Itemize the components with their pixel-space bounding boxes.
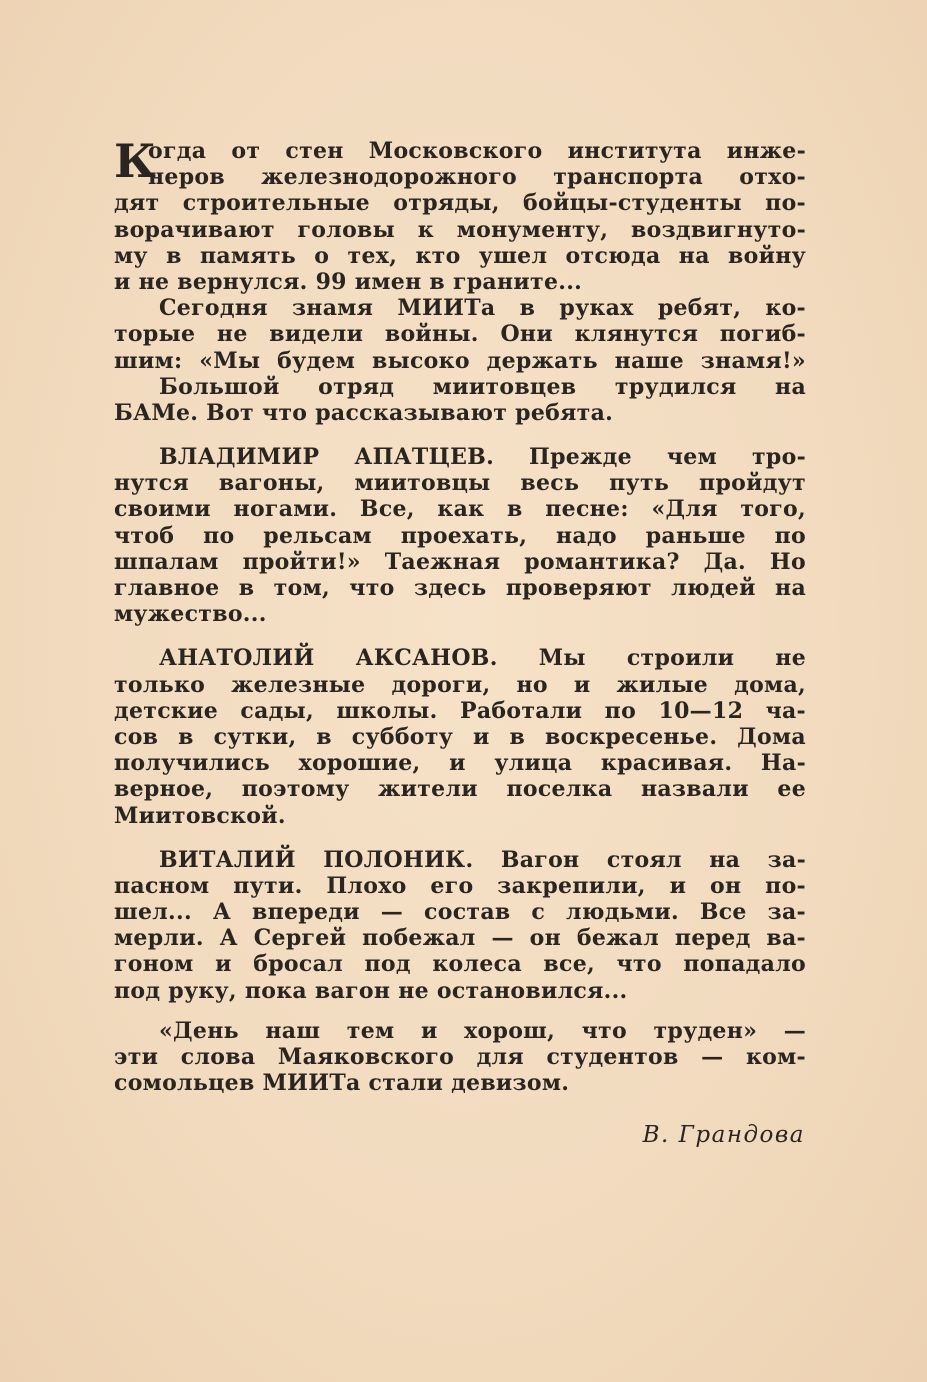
spacer	[114, 627, 806, 645]
text-line: ВЛАДИМИР АПАТЦЕВ. Прежде чем тро-	[159, 444, 806, 471]
text-line: шпалам пройти!» Таежная романтика? Да. Но	[114, 548, 806, 575]
text-line: БАМе. Вот что рассказывают ребята.	[114, 399, 614, 426]
text-line: неров железнодорожного транспорта отхо-	[148, 164, 806, 191]
text-line: дят строительные отряды, бойцы-студенты по-	[114, 190, 806, 217]
text-line: сомольцев МИИТа стали девизом.	[114, 1070, 570, 1097]
text-line: ВИТАЛИЙ ПОЛОНИК. Вагон стоял на за-	[159, 846, 806, 873]
text-line: верное, поэтому жители поселка назвали ее	[114, 776, 806, 803]
article-text	[114, 134, 806, 1097]
paragraph-intro	[114, 134, 806, 295]
author-signature: В. Грандова	[642, 1122, 805, 1148]
paragraph-apattsev	[114, 444, 806, 627]
text-line: только железные дороги, но и жилые дома,	[114, 671, 806, 698]
text-line: шел... А впереди — состав с людьми. Все за-	[114, 899, 806, 926]
text-line: АНАТОЛИЙ АКСАНОВ. Мы строили не	[159, 645, 806, 672]
paragraph-polonik	[114, 847, 806, 1004]
text-line: под руку, пока вагон не остановился...	[114, 977, 628, 1004]
text-line: своими ногами. Все, как в песне: «Для того,	[114, 496, 806, 523]
text-line: пасном пути. Плохо его закрепили, и он по-	[114, 872, 806, 899]
text-line: сов в сутки, в субботу и в воскресенье. Дома	[114, 723, 806, 750]
text-line: шим: «Мы будем высоко держать наше знамя!»	[114, 347, 806, 374]
paragraph-detachment	[114, 374, 806, 426]
text-line: нутся вагоны, миитовцы весь путь пройдут	[114, 470, 806, 497]
drop-cap: К	[114, 134, 157, 188]
text-line: Сегодня знамя МИИТа в руках ребят, ко-	[159, 295, 806, 322]
text-line: эти слова Маяковского для студентов — ком-	[114, 1044, 806, 1070]
text-line: мерли. А Сергей побежал — он бежал перед ва-	[114, 925, 806, 952]
text-line: чтоб по рельсам проехать, надо раньше по	[114, 522, 806, 549]
text-line: мужество...	[114, 601, 267, 628]
text-line: му в память о тех, кто ушел отсюда на войну	[114, 242, 806, 269]
paragraph-aksanov	[114, 645, 806, 828]
paragraph-banner	[114, 295, 806, 374]
text-line: детские сады, школы. Работали по 10—12 ча-	[114, 697, 806, 724]
text-line: главное в том, что здесь проверяют людей на	[114, 575, 806, 601]
text-line: Большой отряд миитовцев трудился на	[159, 373, 806, 400]
text-line: торые не видели войны. Они клянутся погиб-	[114, 321, 806, 348]
paragraph-motto	[114, 1018, 806, 1097]
text-line: Миитовской.	[114, 802, 286, 829]
text-line: и не вернулся. 99 имен в граните...	[114, 268, 583, 295]
text-line: К огда от стен Московского института инже-	[114, 134, 806, 188]
text-line: ворачивают головы к монументу, воздвигнуто-	[114, 216, 806, 243]
spacer	[114, 426, 806, 444]
text-line: «День наш тем и хорош, что труден» —	[159, 1017, 806, 1044]
text-line: получились хорошие, и улица красивая. На-	[114, 750, 806, 777]
text-line: гоном и бросал под колеса все, что попадало	[114, 951, 806, 978]
spacer	[114, 829, 806, 847]
spacer	[114, 1004, 806, 1018]
